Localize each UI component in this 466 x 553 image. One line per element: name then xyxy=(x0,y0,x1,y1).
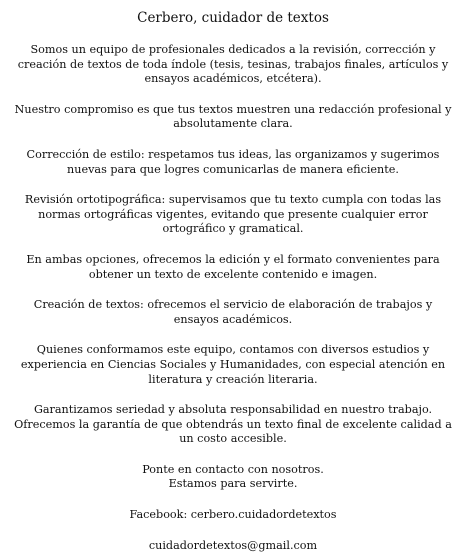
document-title: Cerbero, cuidador de textos xyxy=(137,10,329,26)
facebook-contact: Facebook: cerbero.cuidadordetextos xyxy=(129,508,337,522)
paragraph-text-creation: Creación de textos: ofrecemos el servicio de elaboración de trabajos y ensayos académicos. xyxy=(33,298,433,326)
paragraph-intro: Somos un equipo de profesionales dedicados a la revisión, corrección y creación de textos de toda índole (tesis, tesinas, trabajos finales, artículos y ensayos académicos, etcétera). xyxy=(17,43,449,86)
paragraph-proofreading: Revisión ortotipográfica: supervisamos que tu texto cumpla con todas las normas ortográficas vigentes, evitando que presente cualquier error ortográfico y gramatical. xyxy=(24,193,442,236)
paragraph-team: Quienes conformamos este equipo, contamos con diversos estudios y experiencia en Ciencias Sociales y Humanidades, con especial atención en literatura y creación literaria. xyxy=(20,343,446,386)
paragraph-editing-format: En ambas opciones, ofrecemos la edición y el formato convenientes para obtener un texto de excelente contenido e imagen. xyxy=(26,252,440,281)
contact-line-2: Estamos para servirte. xyxy=(168,477,298,491)
email-contact: cuidadordetextos@gmail.com xyxy=(148,538,318,552)
paragraph-guarantee: Garantizamos seriedad y absoluta responsabilidad en nuestro trabajo. Ofrecemos la garantía de que obtendrás un texto final de excelente calidad a un costo accesible. xyxy=(14,403,452,446)
paragraph-commitment: Nuestro compromiso es que tus textos muestren una redacción profesional y absolutamente clara. xyxy=(14,102,452,131)
paragraph-style-correction: Corrección de estilo: respetamos tus ideas, las organizamos y sugerimos nuevas para que logres comunicarlas de manera eficiente. xyxy=(26,147,440,176)
contact-line-1: Ponte en contacto con nosotros. xyxy=(142,462,324,476)
